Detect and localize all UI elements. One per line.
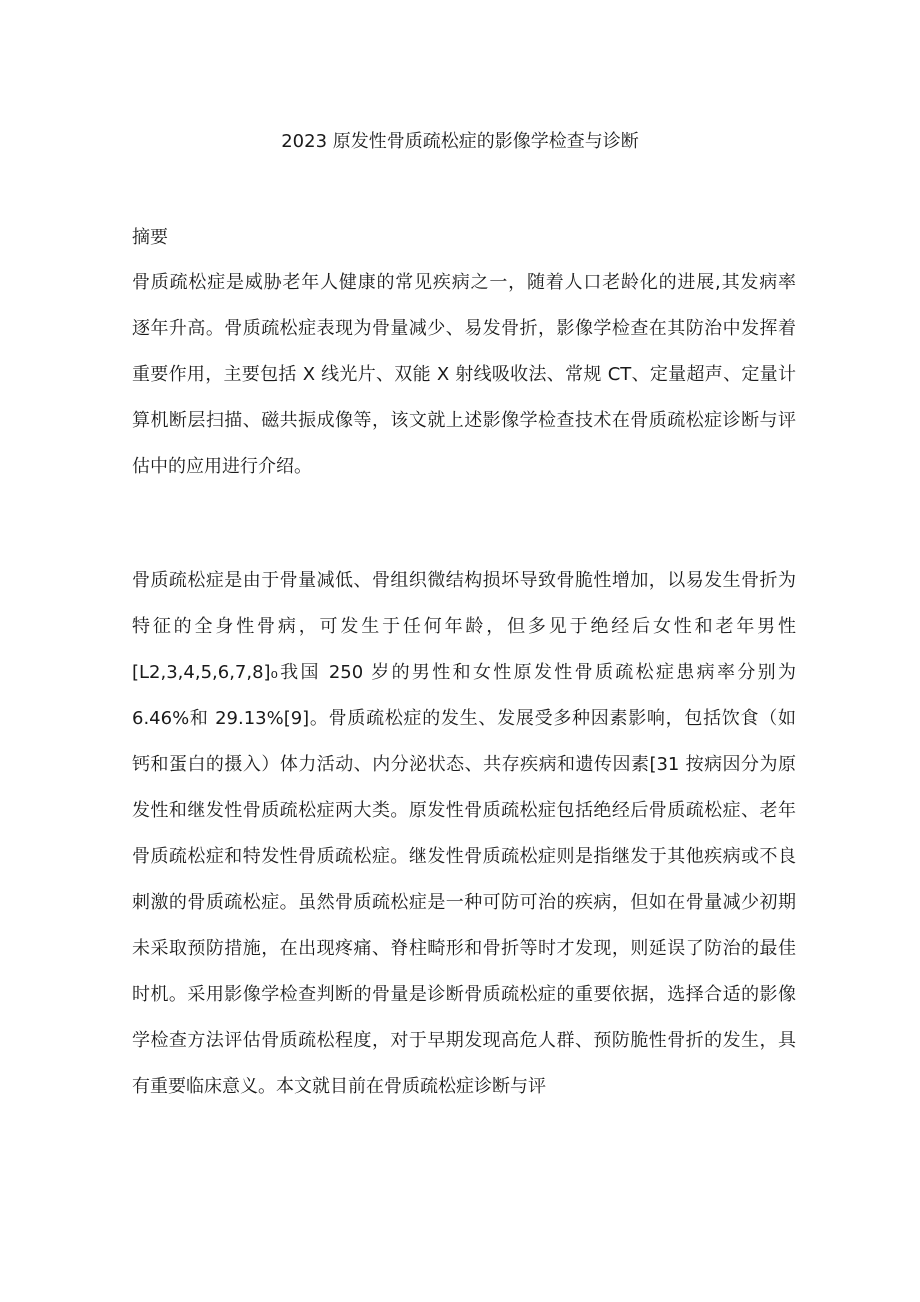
abstract-line: 估中的应用进行介绍。 [132, 456, 312, 477]
document-title: 2023 原发性骨质疏松症的影像学检查与诊断 [281, 131, 639, 152]
body-line: 钙和蛋白的摄入）体力活动、内分泌状态、共存疾病和遗传因素[31 按病因分为原 [132, 754, 796, 775]
body-line: 骨质疏松症和特发性骨质疏松症。继发性骨质疏松症则是指继发于其他疾病或不良 [132, 846, 796, 867]
abstract-line: 逐年升高。骨质疏松症表现为骨量减少、易发骨折，影像学检查在其防治中发挥着 [132, 318, 796, 339]
body-line: 未采取预防措施，在出现疼痛、脊柱畸形和骨折等时才发现，则延误了防治的最佳 [132, 938, 796, 959]
body-line: 学检查方法评估骨质疏松程度，对于早期发现高危人群、预防脆性骨折的发生，具 [132, 1030, 796, 1051]
body-line: 刺激的骨质疏松症。虽然骨质疏松症是一种可防可治的疾病，但如在骨量减少初期 [132, 892, 796, 913]
body-line: 骨质疏松症是由于骨量减低、骨组织微结构损坏导致骨脆性增加，以易发生骨折为 [132, 570, 796, 591]
body-line: [L2,3,4,5,6,7,8]₀我国 250 岁的男性和女性原发性骨质疏松症患病率分别为 [132, 662, 796, 683]
abstract-line: 重要作用，主要包括 X 线光片、双能 X 射线吸收法、常规 CT、定量超声、定量计 [132, 364, 796, 385]
body-line: 有重要临床意义。本文就目前在骨质疏松症诊断与评 [132, 1076, 546, 1097]
abstract-paragraph [132, 260, 796, 490]
body-line: 发性和继发性骨质疏松症两大类。原发性骨质疏松症包括绝经后骨质疏松症、老年 [132, 800, 796, 821]
body-line: 6.46%和 29.13%[9]。骨质疏松症的发生、发展受多种因素影响，包括饮食（如 [132, 708, 796, 729]
abstract-line: 算机断层扫描、磁共振成像等，该文就上述影像学检查技术在骨质疏松症诊断与评 [132, 410, 796, 431]
abstract-line: 骨质疏松症是威胁老年人健康的常见疾病之一，随着人口老龄化的进展,其发病率 [132, 272, 796, 293]
body-paragraph [132, 558, 796, 1110]
body-line: 特征的全身性骨病，可发生于任何年龄，但多见于绝经后女性和老年男性 [132, 616, 796, 637]
abstract-heading: 摘要 [132, 227, 168, 248]
body-line: 时机。采用影像学检查判断的骨量是诊断骨质疏松症的重要依据，选择合适的影像 [132, 984, 796, 1005]
